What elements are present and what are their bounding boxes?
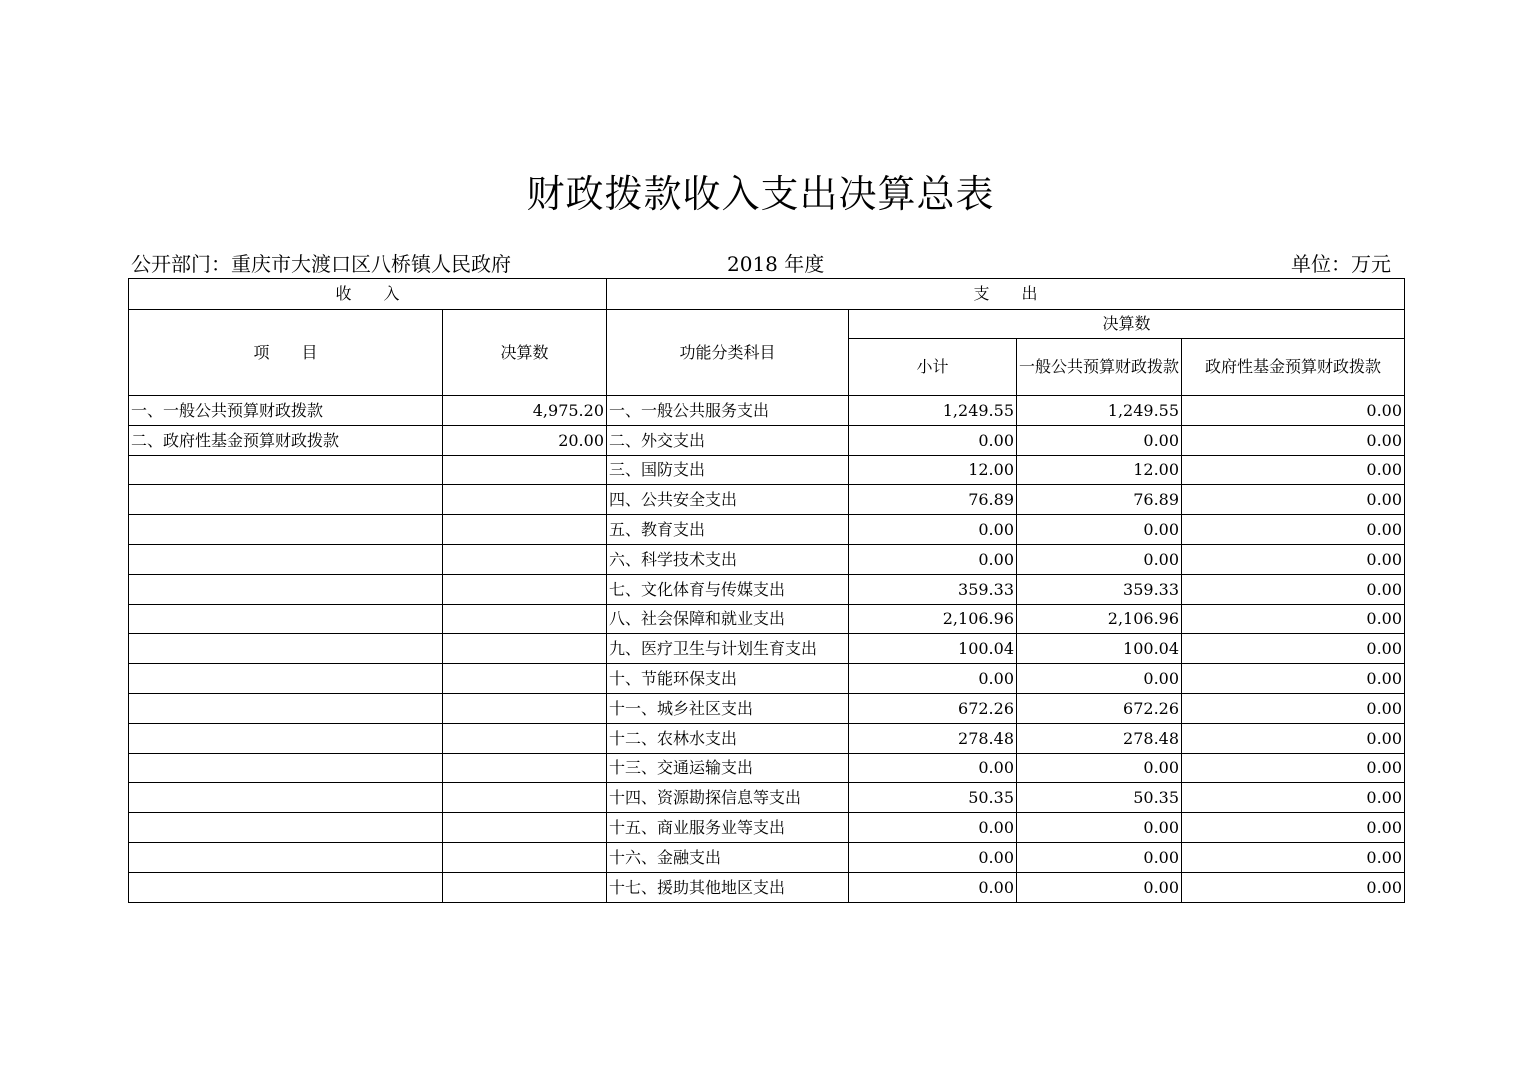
general-budget-cell: 12.00 — [1017, 455, 1182, 485]
subtotal-cell: 278.48 — [849, 723, 1017, 753]
general-budget-cell: 672.26 — [1017, 693, 1182, 723]
subtotal-cell: 359.33 — [849, 574, 1017, 604]
function-cell: 四、公共安全支出 — [607, 485, 849, 515]
income-amount-cell — [443, 842, 607, 872]
income-amount-cell — [443, 872, 607, 902]
income-amount-cell — [443, 783, 607, 813]
general-budget-cell: 76.89 — [1017, 485, 1182, 515]
income-header: 收 入 — [129, 279, 607, 310]
function-cell: 七、文化体育与传媒支出 — [607, 574, 849, 604]
report-title: 财政拨款收入支出决算总表 — [526, 172, 995, 216]
function-cell: 十二、农林水支出 — [607, 723, 849, 753]
item-cell — [129, 634, 443, 664]
function-cell: 三、国防支出 — [607, 455, 849, 485]
function-cell: 一、一般公共服务支出 — [607, 396, 849, 426]
item-cell: 一、一般公共预算财政拨款 — [129, 396, 443, 426]
fund-budget-cell: 0.00 — [1182, 396, 1405, 426]
table-row — [129, 842, 1405, 872]
function-column-header: 功能分类科目 — [607, 310, 849, 396]
expense-header: 支 出 — [607, 279, 1405, 310]
subtotal-cell: 0.00 — [849, 664, 1017, 694]
income-amount-cell — [443, 753, 607, 783]
general-budget-cell: 0.00 — [1017, 515, 1182, 545]
fund-budget-cell: 0.00 — [1182, 693, 1405, 723]
item-cell — [129, 515, 443, 545]
function-cell: 八、社会保障和就业支出 — [607, 604, 849, 634]
function-cell: 九、医疗卫生与计划生育支出 — [607, 634, 849, 664]
table-row — [129, 813, 1405, 843]
income-amount-cell — [443, 574, 607, 604]
item-cell — [129, 485, 443, 515]
income-amount-cell — [443, 455, 607, 485]
fund-budget-cell: 0.00 — [1182, 753, 1405, 783]
fund-budget-cell: 0.00 — [1182, 634, 1405, 664]
fund-budget-cell: 0.00 — [1182, 515, 1405, 545]
subtotal-cell: 0.00 — [849, 425, 1017, 455]
subtotal-cell: 0.00 — [849, 753, 1017, 783]
fund-budget-cell: 0.00 — [1182, 872, 1405, 902]
fund-budget-cell: 0.00 — [1182, 723, 1405, 753]
income-amount-column-header: 决算数 — [443, 310, 607, 396]
fund-budget-cell: 0.00 — [1182, 604, 1405, 634]
fund-budget-cell: 0.00 — [1182, 664, 1405, 694]
item-cell — [129, 544, 443, 574]
function-cell: 五、教育支出 — [607, 515, 849, 545]
table-row — [129, 634, 1405, 664]
general-budget-cell: 50.35 — [1017, 783, 1182, 813]
subtotal-cell: 0.00 — [849, 515, 1017, 545]
income-amount-cell — [443, 723, 607, 753]
fund-budget-column-header: 政府性基金预算财政拨款 — [1182, 339, 1405, 396]
table-row — [129, 664, 1405, 694]
table-row — [129, 723, 1405, 753]
item-cell — [129, 604, 443, 634]
subtotal-cell: 0.00 — [849, 813, 1017, 843]
income-amount-cell: 4,975.20 — [443, 396, 607, 426]
unit-label: 单位：万元 — [1291, 252, 1391, 276]
general-budget-cell: 1,249.55 — [1017, 396, 1182, 426]
function-cell: 六、科学技术支出 — [607, 544, 849, 574]
income-amount-cell — [443, 664, 607, 694]
subtotal-cell: 12.00 — [849, 455, 1017, 485]
subtotal-cell: 0.00 — [849, 842, 1017, 872]
fund-budget-cell: 0.00 — [1182, 544, 1405, 574]
table-row — [129, 872, 1405, 902]
general-budget-cell: 0.00 — [1017, 753, 1182, 783]
general-budget-cell: 0.00 — [1017, 664, 1182, 694]
general-budget-cell: 0.00 — [1017, 813, 1182, 843]
table-row — [129, 574, 1405, 604]
function-cell: 十一、城乡社区支出 — [607, 693, 849, 723]
income-amount-cell — [443, 604, 607, 634]
item-cell — [129, 783, 443, 813]
subtotal-cell: 2,106.96 — [849, 604, 1017, 634]
subtotal-cell: 100.04 — [849, 634, 1017, 664]
fund-budget-cell: 0.00 — [1182, 813, 1405, 843]
function-cell: 十六、金融支出 — [607, 842, 849, 872]
income-amount-cell — [443, 693, 607, 723]
general-budget-cell: 0.00 — [1017, 872, 1182, 902]
subtotal-cell: 76.89 — [849, 485, 1017, 515]
function-cell: 十四、资源勘探信息等支出 — [607, 783, 849, 813]
item-cell — [129, 872, 443, 902]
table-row — [129, 604, 1405, 634]
table-row — [129, 485, 1405, 515]
general-budget-cell: 0.00 — [1017, 842, 1182, 872]
budget-table — [128, 278, 1405, 903]
general-budget-cell: 0.00 — [1017, 425, 1182, 455]
year-label: 2018 年度 — [727, 252, 825, 276]
fund-budget-cell: 0.00 — [1182, 425, 1405, 455]
item-cell — [129, 574, 443, 604]
item-cell — [129, 813, 443, 843]
item-cell — [129, 842, 443, 872]
general-budget-column-header: 一般公共预算财政拨款 — [1017, 339, 1182, 396]
table-row — [129, 396, 1405, 426]
function-cell: 十三、交通运输支出 — [607, 753, 849, 783]
item-cell — [129, 753, 443, 783]
item-cell — [129, 723, 443, 753]
department-label: 公开部门：重庆市大渡口区八桥镇人民政府 — [131, 252, 511, 276]
function-cell: 十五、商业服务业等支出 — [607, 813, 849, 843]
general-budget-cell: 2,106.96 — [1017, 604, 1182, 634]
subtotal-cell: 1,249.55 — [849, 396, 1017, 426]
general-budget-cell: 0.00 — [1017, 544, 1182, 574]
table-row — [129, 544, 1405, 574]
income-amount-cell — [443, 485, 607, 515]
income-amount-cell — [443, 515, 607, 545]
expense-amount-column-header: 决算数 — [849, 310, 1405, 339]
function-cell: 二、外交支出 — [607, 425, 849, 455]
table-row — [129, 693, 1405, 723]
fund-budget-cell: 0.00 — [1182, 842, 1405, 872]
function-cell: 十七、援助其他地区支出 — [607, 872, 849, 902]
item-cell — [129, 664, 443, 694]
table-row — [129, 515, 1405, 545]
income-amount-cell — [443, 544, 607, 574]
income-amount-cell: 20.00 — [443, 425, 607, 455]
subtotal-cell: 0.00 — [849, 544, 1017, 574]
function-cell: 十、节能环保支出 — [607, 664, 849, 694]
subtotal-column-header: 小计 — [849, 339, 1017, 396]
table-row — [129, 455, 1405, 485]
fund-budget-cell: 0.00 — [1182, 455, 1405, 485]
income-amount-cell — [443, 634, 607, 664]
item-cell — [129, 693, 443, 723]
general-budget-cell: 278.48 — [1017, 723, 1182, 753]
item-cell — [129, 455, 443, 485]
subtotal-cell: 50.35 — [849, 783, 1017, 813]
fund-budget-cell: 0.00 — [1182, 574, 1405, 604]
income-amount-cell — [443, 813, 607, 843]
fund-budget-cell: 0.00 — [1182, 783, 1405, 813]
item-column-header: 项 目 — [129, 310, 443, 396]
table-row — [129, 425, 1405, 455]
fund-budget-cell: 0.00 — [1182, 485, 1405, 515]
table-body — [129, 396, 1405, 903]
general-budget-cell: 359.33 — [1017, 574, 1182, 604]
subtotal-cell: 0.00 — [849, 872, 1017, 902]
item-cell: 二、政府性基金预算财政拨款 — [129, 425, 443, 455]
table-row — [129, 783, 1405, 813]
general-budget-cell: 100.04 — [1017, 634, 1182, 664]
table-row — [129, 753, 1405, 783]
subtotal-cell: 672.26 — [849, 693, 1017, 723]
